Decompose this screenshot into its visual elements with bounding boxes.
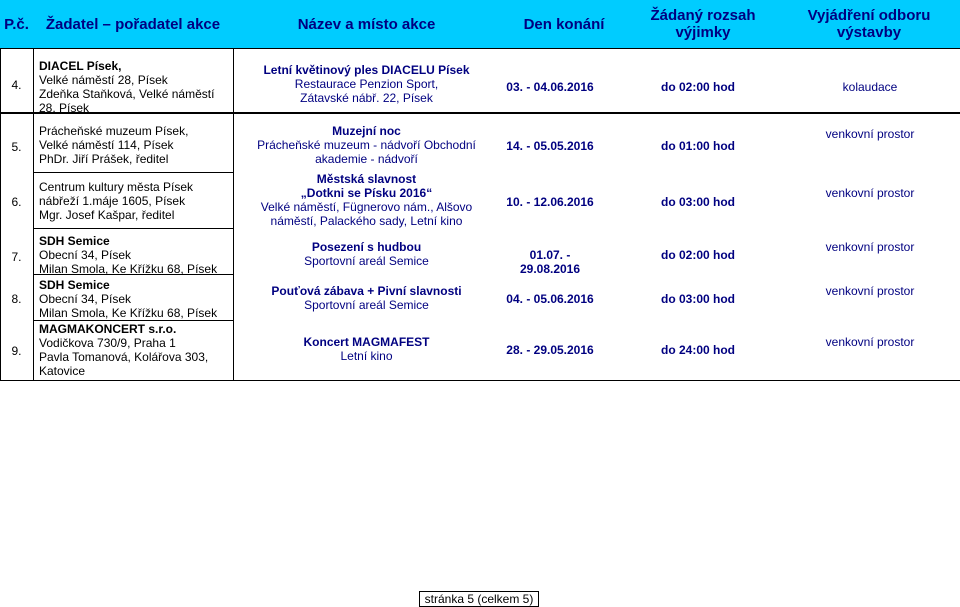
row-event xyxy=(233,172,500,228)
row-applicant xyxy=(39,59,233,115)
event-line: „Dotkni se Písku 2016“ xyxy=(300,186,433,200)
row-applicant xyxy=(39,124,233,166)
row-opinion: kolaudace xyxy=(842,80,898,94)
applicant-line: MAGMAKONCERT s.r.o. xyxy=(39,322,177,336)
header-num: P.č. xyxy=(4,15,29,33)
event-line: Zátavské nábř. 22, Písek xyxy=(300,91,433,105)
row-date: 03. - 04.06.2016 xyxy=(506,80,594,94)
applicant-line: Vodičkova 730/9, Praha 1 xyxy=(39,336,176,350)
applicant-line: Velké náměstí 28, Písek xyxy=(39,73,168,87)
row-opinion: venkovní prostor xyxy=(825,240,915,254)
applicant-line: Milan Smola, Ke Křížku 68, Písek xyxy=(39,262,218,276)
row-num: 5. xyxy=(11,140,22,154)
row-time: do 24:00 hod xyxy=(660,343,735,357)
row-applicant xyxy=(39,322,233,378)
event-line: Letní kino xyxy=(340,349,393,363)
event-line: Letní květinový ples DIACELU Písek xyxy=(263,63,470,77)
grid-line xyxy=(0,48,1,380)
row-event xyxy=(233,335,500,363)
event-line: Prácheňské muzeum - nádvoří Obchodní xyxy=(257,138,476,152)
header-applicant: Žadatel – pořadatel akce xyxy=(45,15,221,33)
row-time: do 02:00 hod xyxy=(660,80,735,94)
applicant-line: Mgr. Josef Kašpar, ředitel xyxy=(39,208,175,222)
applicant-line: Milan Smola, Ke Křížku 68, Písek xyxy=(39,306,218,320)
row-date: 10. - 12.06.2016 xyxy=(506,195,594,209)
applicant-line: SDH Semice xyxy=(39,278,110,292)
row-date: 01.07. - 29.08.2016 xyxy=(519,248,581,276)
event-line: Muzejní noc xyxy=(332,124,401,138)
row-event xyxy=(233,63,500,105)
event-line: Sportovní areál Semice xyxy=(304,298,429,312)
header-opinion: Vyjádření odboru výstavby xyxy=(807,7,931,41)
applicant-line: Obecní 34, Písek xyxy=(39,248,132,262)
grid-line xyxy=(0,380,960,381)
applicant-line: Velké náměstí 114, Písek xyxy=(39,138,174,152)
header-range-line2: výjimky xyxy=(675,24,731,41)
row-num: 7. xyxy=(11,250,22,264)
row-time: do 01:00 hod xyxy=(660,139,735,153)
applicant-line: Pavla Tomanová, Kolářova 303, xyxy=(39,350,209,364)
applicant-line: nábřeží 1.máje 1605, Písek xyxy=(39,194,186,208)
row-time: do 03:00 hod xyxy=(660,292,735,306)
event-line: Posezení s hudbou xyxy=(311,240,422,254)
event-line: náměstí, Palackého sady, Letní kino xyxy=(270,214,463,228)
row-event xyxy=(233,124,500,166)
row-time: do 02:00 hod xyxy=(660,248,735,262)
grid-line xyxy=(33,172,233,173)
applicant-line: Prácheňské muzeum Písek, xyxy=(39,124,189,138)
row-date: 04. - 05.06.2016 xyxy=(506,292,594,306)
header-event: Název a místo akce xyxy=(297,15,436,33)
row-opinion: venkovní prostor xyxy=(825,284,915,298)
row-applicant xyxy=(39,278,233,320)
grid-line xyxy=(33,320,233,321)
event-line: Restaurace Penzion Sport, xyxy=(294,77,439,91)
row-num: 4. xyxy=(11,78,22,92)
row-opinion: venkovní prostor xyxy=(825,186,915,200)
event-line: Sportovní areál Semice xyxy=(304,254,429,268)
event-line: Koncert MAGMAFEST xyxy=(303,335,430,349)
row-applicant xyxy=(39,234,233,276)
event-line: Městská slavnost xyxy=(316,172,417,186)
row-date: 28. - 29.05.2016 xyxy=(506,343,594,357)
row-opinion: venkovní prostor xyxy=(825,127,915,141)
row-num: 9. xyxy=(11,344,22,358)
applicant-line: DIACEL Písek, xyxy=(39,59,122,73)
applicant-line: SDH Semice xyxy=(39,234,110,248)
header-range-line1: Žádaný rozsah xyxy=(650,7,756,24)
event-line: akademie - nádvoří xyxy=(315,152,418,166)
table-header xyxy=(0,0,960,49)
grid-line xyxy=(33,228,233,229)
page-counter: stránka 5 (celkem 5) xyxy=(419,591,539,607)
row-applicant xyxy=(39,180,233,222)
applicant-line: Centrum kultury města Písek xyxy=(39,180,194,194)
row-num: 8. xyxy=(11,292,22,306)
header-date: Den konání xyxy=(523,15,605,33)
row-opinion: venkovní prostor xyxy=(825,335,915,349)
applicant-line: Obecní 34, Písek xyxy=(39,292,132,306)
row-event xyxy=(233,240,500,268)
grid-line xyxy=(33,48,34,380)
row-time: do 03:00 hod xyxy=(660,195,735,209)
applicant-line: 28, Písek xyxy=(39,101,90,115)
row-date: 14. - 05.05.2016 xyxy=(506,139,594,153)
event-line: Velké náměstí, Fügnerovo nám., Alšovo xyxy=(260,200,473,214)
applicant-line: Zdeňka Staňková, Velké náměstí xyxy=(39,87,215,101)
applicant-line: Katovice xyxy=(39,364,86,378)
header-range xyxy=(628,0,778,48)
event-line: Pouťová zábava + Pivní slavnosti xyxy=(271,284,462,298)
row-num: 6. xyxy=(11,195,22,209)
row-event xyxy=(233,284,500,312)
applicant-line: PhDr. Jiří Prášek, ředitel xyxy=(39,152,169,166)
